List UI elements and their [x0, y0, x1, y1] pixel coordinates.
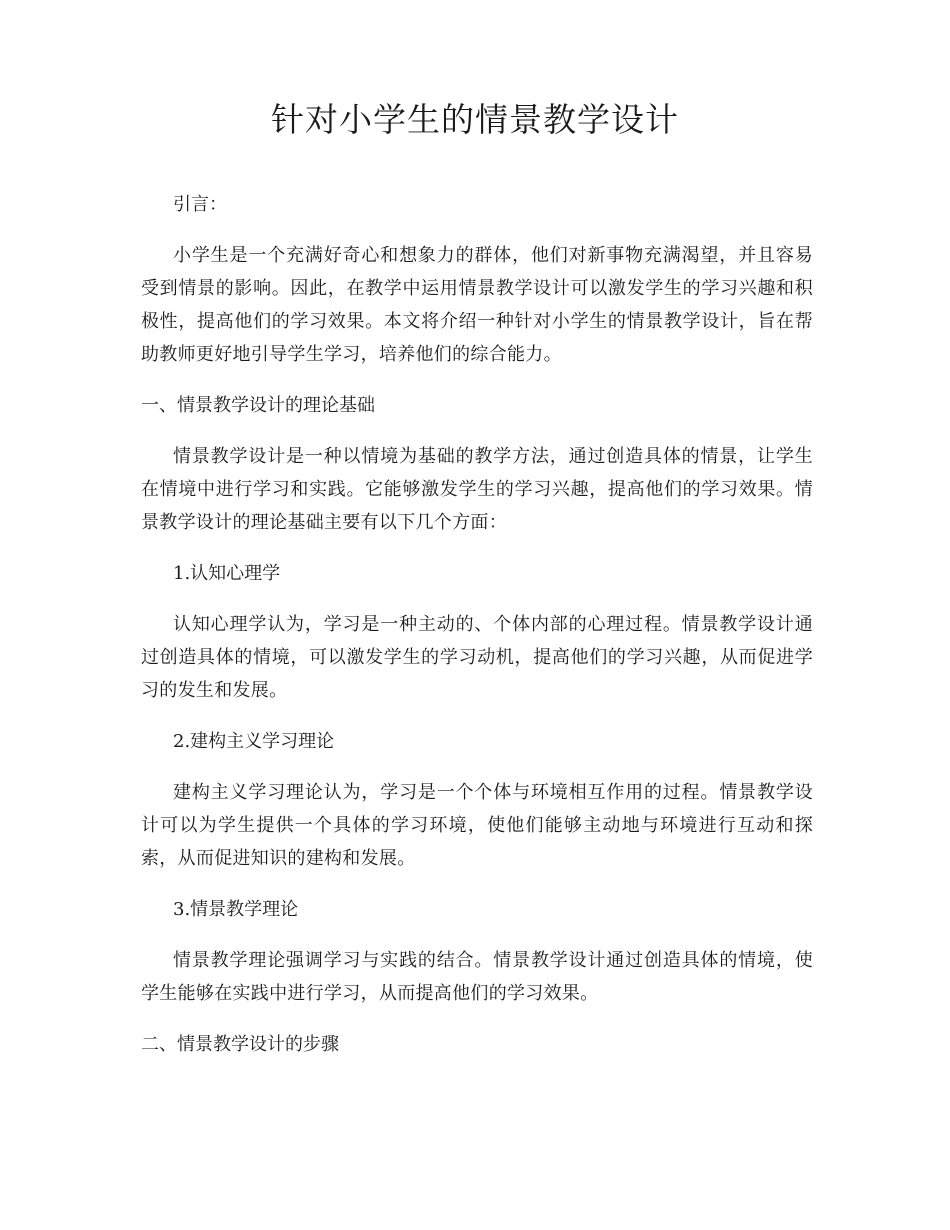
- situational-teaching-paragraph: 情景教学理论强调学习与实践的结合。情景教学设计通过创造具体的情境，使学生能够在实践中进行学习，从而提高他们的学习效果。: [141, 950, 813, 1004]
- subheading-constructivism: 2.建构主义学习理论: [173, 731, 335, 752]
- section-heading-steps: 二、情景教学设计的步骤: [141, 1034, 339, 1055]
- intro-label: 引言：: [173, 194, 227, 215]
- constructivism-paragraph: 建构主义学习理论认为，学习是一个个体与环境相互作用的过程。情景教学设计可以为学生提供一个具体的学习环境，使他们能够主动地与环境进行互动和探索，从而促进知识的建构和发展。: [141, 782, 813, 869]
- document-title: 针对小学生的情景教学设计: [271, 100, 679, 139]
- section-heading-theory: 一、情景教学设计的理论基础: [141, 395, 375, 416]
- intro-paragraph: 小学生是一个充满好奇心和想象力的群体，他们对新事物充满渴望，并且容易受到情景的影响。因此，在教学中运用情景教学设计可以激发学生的学习兴趣和积极性，提高他们的学习效果。本文将介绍一种针对小学生的情景教学设计，旨在帮助教师更好地引导学生学习，培养他们的综合能力。: [141, 245, 813, 365]
- cognitive-psychology-paragraph: 认知心理学认为，学习是一种主动的、个体内部的心理过程。情景教学设计通过创造具体的情境，可以激发学生的学习动机，提高他们的学习兴趣，从而促进学习的发生和发展。: [141, 614, 813, 701]
- document-body: [141, 188, 813, 1079]
- subheading-cognitive-psychology: 1.认知心理学: [173, 563, 281, 584]
- theory-paragraph: 情景教学设计是一种以情境为基础的教学方法，通过创造具体的情景，让学生在情境中进行学习和实践。它能够激发学生的学习兴趣，提高他们的学习效果。情景教学设计的理论基础主要有以下几个方面：: [141, 446, 813, 533]
- subheading-situational-teaching: 3.情景教学理论: [173, 899, 299, 920]
